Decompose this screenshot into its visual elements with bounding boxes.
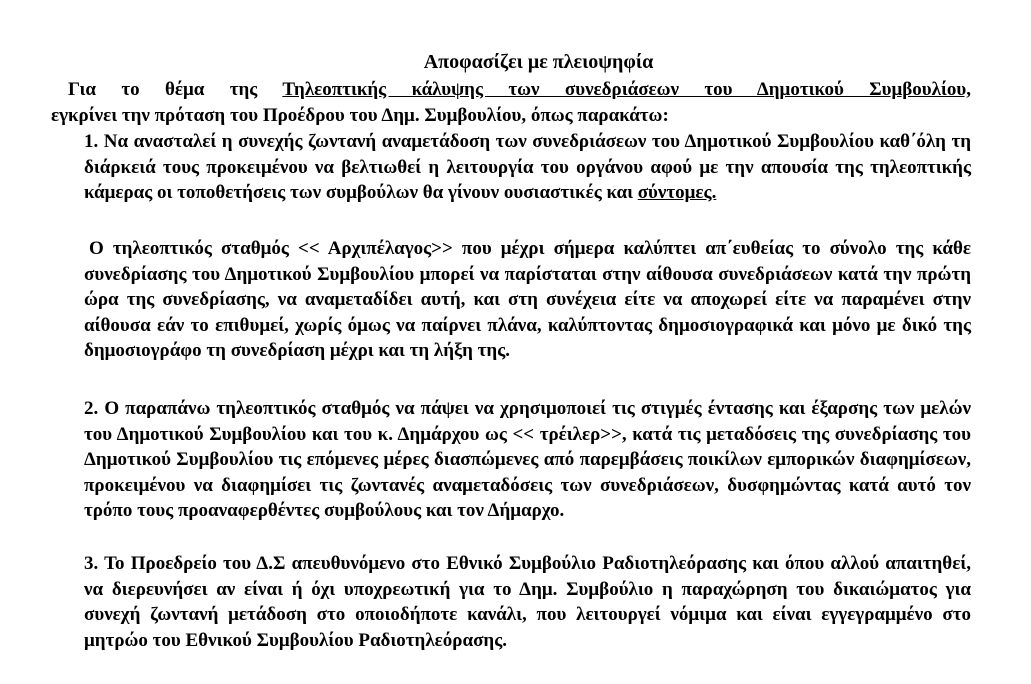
item-2-paragraph: 2. Ο παραπάνω τηλεοπτικός σταθμός να πάψει να χρησιμοποιεί τις στιγμές έντασης και έξαρσης των μελών του Δημοτικού Συμβουλίου και του κ. Δημάρχου ως << τρέιλερ>>, κατά τις μεταδόσεις της συνεδρίασης του Δημοτικού Συμβουλίου τις επόμενες μέρες διασπώμενες από παρεμβάσεις ποικίλων εμπορικών διαφημίσεων, προκειμένου να διαφημίσει τις ζωντανές αναμεταδόσεις των συνεδριάσεων, δυσφημώντας κατά αυτό τον τρόπο τους προαναφερθέντες συμβούλους και τον Δήμαρχο. [84,398,971,522]
item-1-continuation-paragraph: Ο τηλεοπτικός σταθμός << Αρχιπέλαγος>> που μέχρι σήμερα καλύπτει απ΄ευθείας το σύνολο της κάθε συνεδρίασης του Δημοτικού Συμβουλίου μπορεί να παρίσταται στην αίθουσα συνεδριάσεων κατά την πρώτη ώρα της συνεδρίασης, να αναμεταδίδει αυτή, και στη συνέχεια είτε να αποχωρεί είτε να παραμένει στην αίθουσα εάν το επιθυμεί, χωρίς όμως να παίρνει πλάνα, καλύπτοντας δημοσιογραφικά και μόνο με δικό της δημοσιογράφο τη συνεδρίαση μέχρι και τη λήξη της. [84,238,971,362]
topic-prefix: Για το θέμα της [68,79,283,100]
decision-title [0,49,1031,75]
item-1-text: 1. Να ανασταλεί η συνεχής ζωντανή αναμετάδοση των συνεδριάσεων του Δημοτικού Συμβουλίου καθ΄όλη τη διάρκειά τους προκειμένου να βελτιωθεί η λειτουργία του οργάνου αφού με την απουσία της τηλεοπτικής κάμερας οι τοποθετήσεις των συμβούλων θα γίνουν ουσιαστικές και [84,131,971,204]
topic-line [68,77,971,103]
topic-subject: Τηλεοπτικής κάλυψης των συνεδριάσεων του Δημοτικού Συμβουλίου, [282,79,971,100]
item-1-underlined-tail: σύντομες. [637,182,717,204]
approval-line: εγκρίνει την πρόταση του Προέδρου του Δημ. Συμβουλίου, όπως παρακάτω: [51,105,669,126]
item-1-paragraph [84,129,971,206]
item-3-paragraph: 3. Το Προεδρείο του Δ.Σ απευθυνόμενο στο Εθνικό Συμβούλιο Ραδιοτηλεόρασης και όπου αλλού απαιτηθεί, να διερευνήσει αν είναι ή όχι υποχρεωτική για το Δημ. Συμβούλιο η παραχώρηση του δικαιώματος για συνεχή ζωντανή μετάδοση στο οποιοδήποτε κανάλι, που λειτουργεί νόμιμα και είναι εγγεγραμμένο στο μητρώο του Εθνικού Συμβουλίου Ραδιοτηλεόρασης. [84,553,971,651]
decision-title-text: Αποφασίζει με πλειοψηφία [423,51,654,73]
